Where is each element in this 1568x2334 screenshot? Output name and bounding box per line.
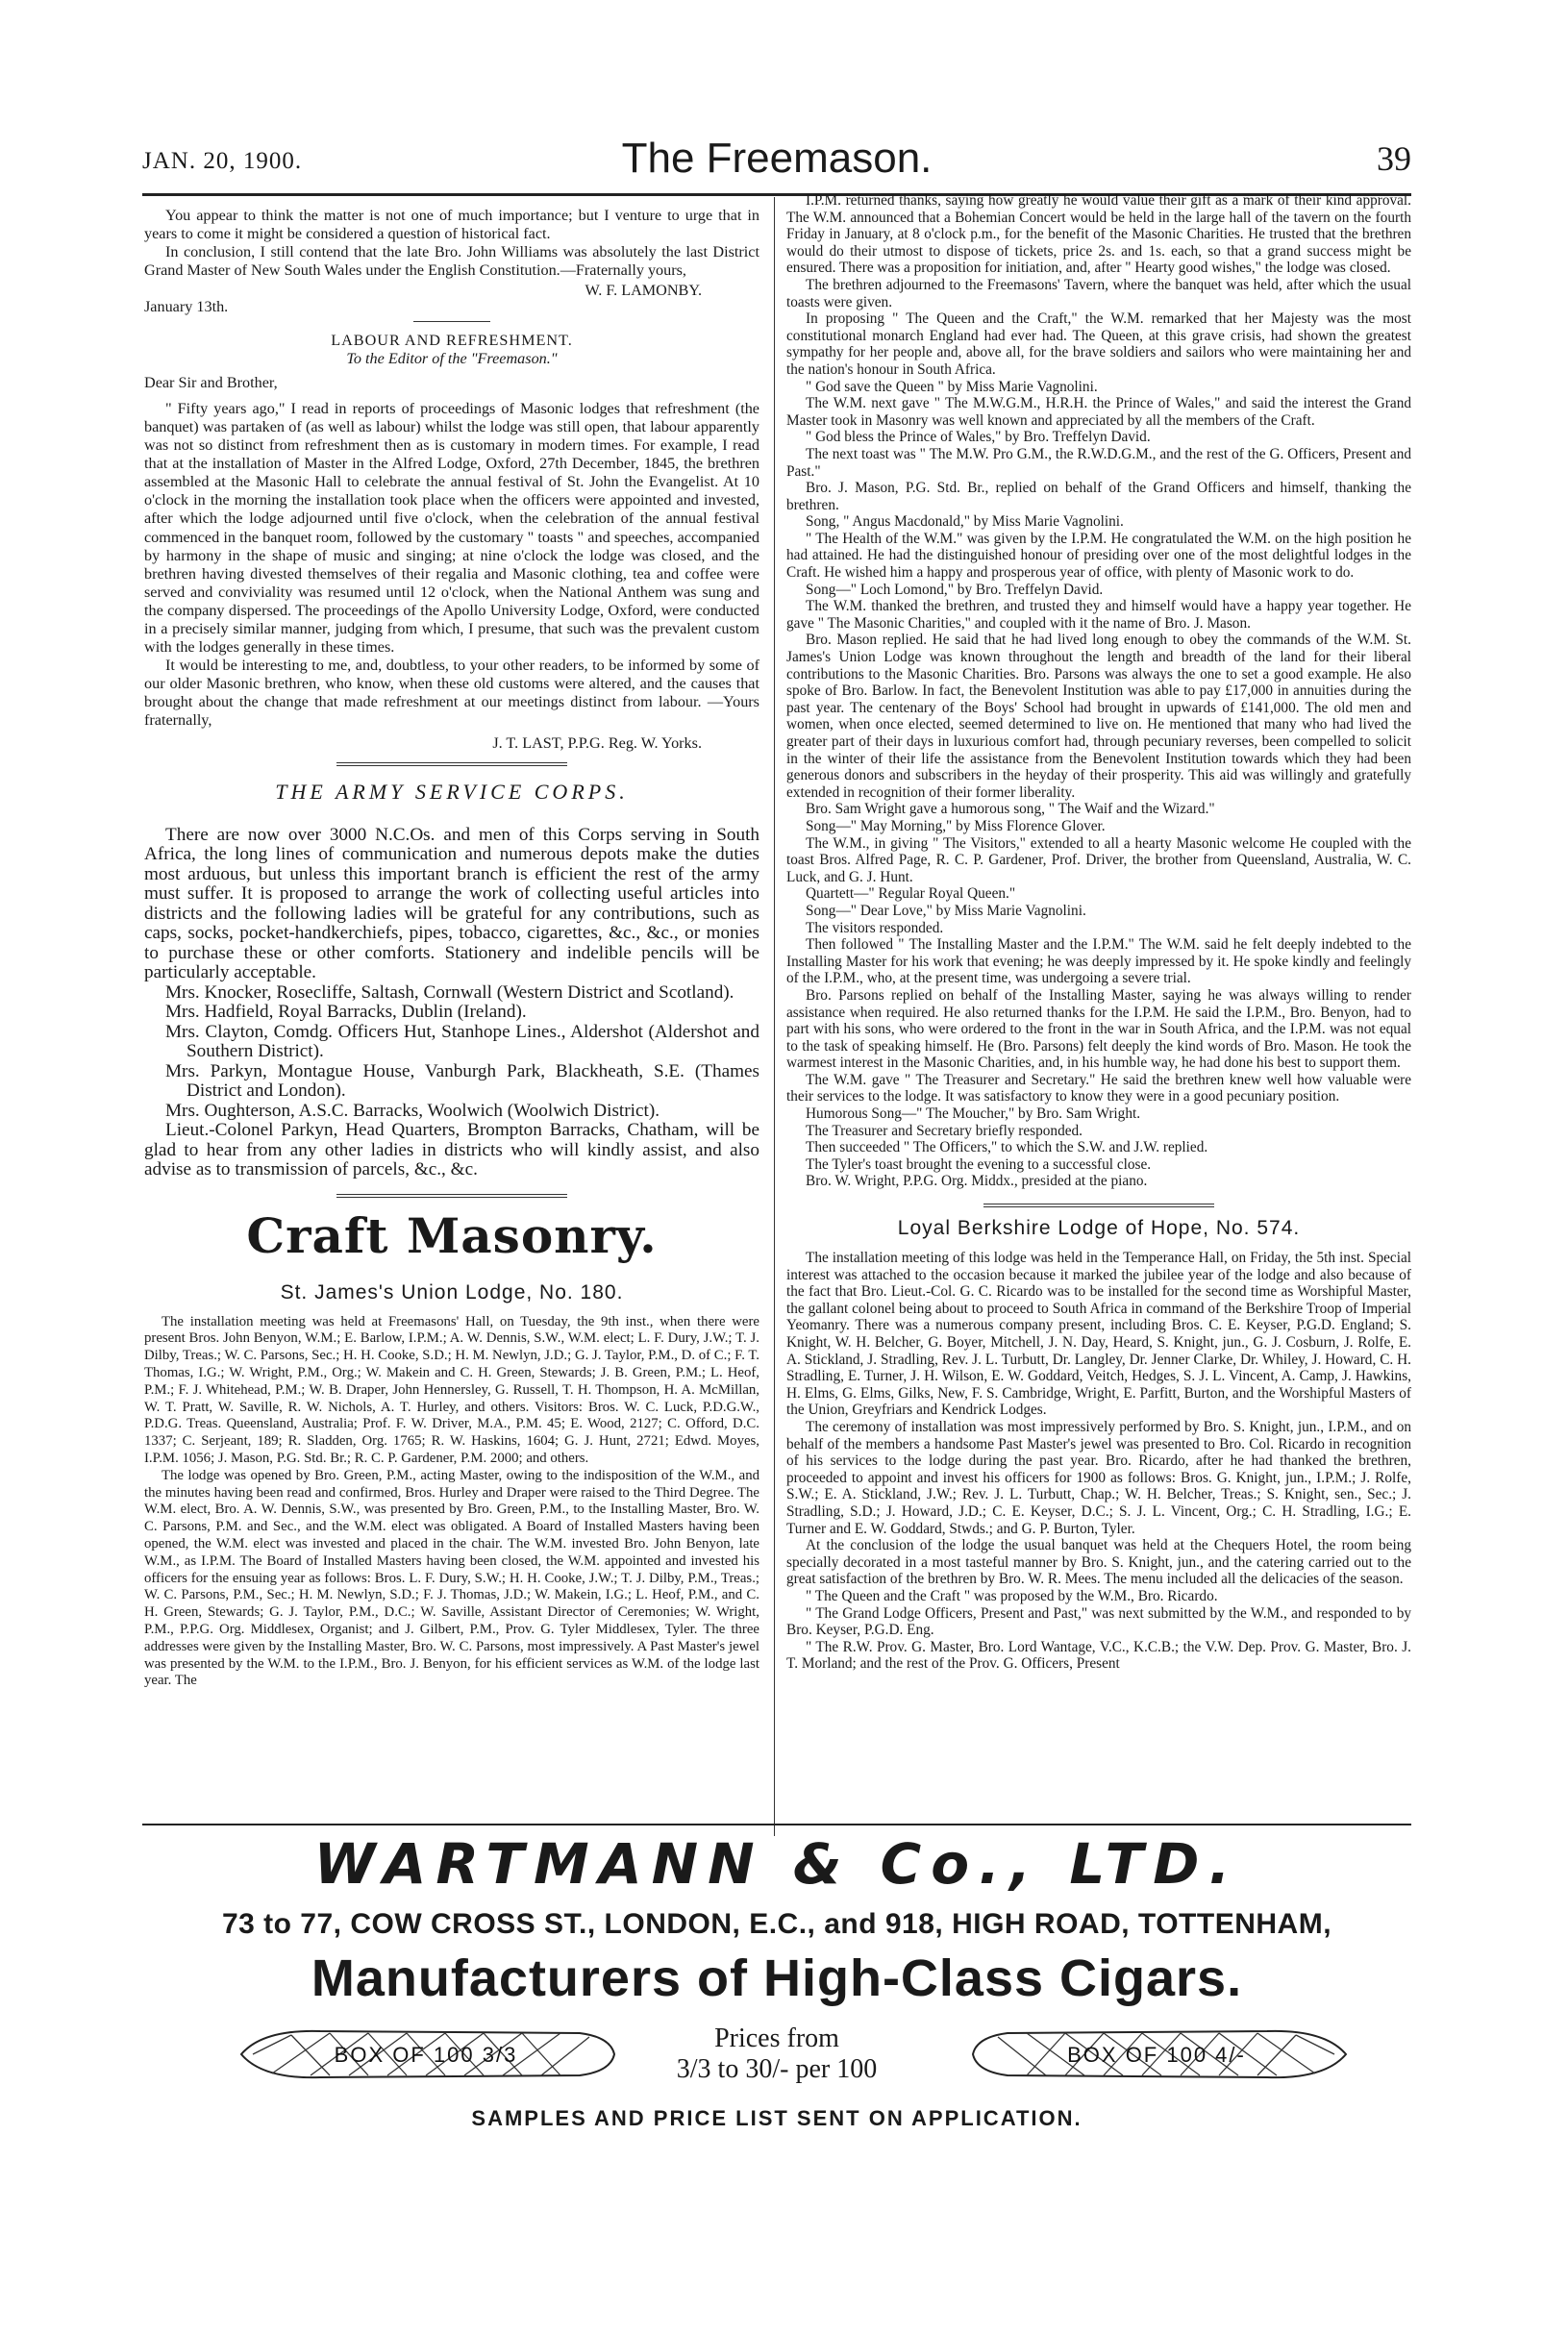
report-para: The next toast was " The M.W. Pro G.M., the R.W.D.G.M., and the rest of the G. Officers, Present and Past.": [786, 445, 1411, 480]
page-number: 39: [1377, 139, 1411, 178]
report-para: " God bless the Prince of Wales," by Bro. Treffelyn David.: [806, 429, 1151, 446]
advert-address: 73 to 77, COW CROSS ST., LONDON, E.C., and 918, HIGH ROAD, TOTTENHAM,: [221, 1908, 1332, 1940]
st-james-para: The installation meeting was held at Freemasons' Hall, on Tuesday, the 9th inst., when there were present Bros. John Benyon, W.M.; E. Barlow, I.P.M.; A. W. Dennis, S.W., W.M. elect; L. F. Dury, J.W.; T. J. Dilby, Treas.; W. C. Parsons, Sec.; H. H. Cooke, S.D.; H. M. Newlyn, J.D.; G. J. Taylor, P.M., D. of C.; F. T. Thomas, I.G.; W. Wright, P.M., Org.; W. Makein and C. H. Green, Stewards; J. B. Green, P.M.; L. Heof, P.M.; F. J. Whitehead, P.M.; W. B. Draper, John Hennersley, G. Russell, T. H. Thompson, H. A. McMillan, W. T. Pratt, W. Saville, R. W. Nichols, A. T. Hurley, and others. Visitors: Bros. W. C. Luck, P.D.G.W., P.D.G. Treas. Queensland, Australia; Prof. F. W. Driver, M.A., P.M. 45; E. Wood, 2127; C. Offord, D.C. 1337; C. Serjeant, 189; R. Sladden, Org. 1765; R. W. Haskins, 1604; G. J. Hunt, 2721; Edwd. Moyes, I.P.M. 1056; J. Mason, P.G. Std. Br.; R. C. P. Gardener, P.M. 2000; and others.: [144, 1313, 759, 1466]
army-heading: THE ARMY SERVICE CORPS.: [275, 779, 629, 804]
letter-para: In conclusion, I still contend that the late Bro. John Williams was absolutely the last District Grand Master of New South Wales under the English Constitution.—Fraternally yours,: [144, 243, 759, 280]
berkshire-para: " The R.W. Prov. G. Master, Bro. Lord Wantage, V.C., K.C.B.; the V.W. Dep. Prov. G. Master, Bro. J. T. Morland; and the rest of the Prov. G. Officers, Present: [786, 1638, 1411, 1673]
advert-rule: [142, 1824, 1411, 1825]
report-para: Song—" May Morning," by Miss Florence Glover.: [806, 817, 1106, 834]
army-article: [144, 826, 759, 1180]
report-para: Bro. J. Mason, P.G. Std. Br., replied on behalf of the Grand Officers and himself, thanking the brethren.: [786, 480, 1411, 513]
letter-lamonby: [144, 207, 759, 753]
section-rule: [336, 762, 567, 766]
labour-addressee: To the Editor of the "Freemason.": [346, 349, 558, 367]
report-para: " God save the Queen " by Miss Marie Vagnolini.: [806, 378, 1098, 395]
wartmann-advert: [142, 1831, 1411, 2130]
report-para: Humorous Song—" The Moucher," by Bro. Sam Wright.: [806, 1105, 1141, 1123]
advert-samples-note: SAMPLES AND PRICE LIST SENT ON APPLICATION.: [471, 2106, 1083, 2130]
cigar-left-label: BOX OF 100 3/3: [334, 2043, 518, 2067]
cigar-left-icon: [234, 2024, 618, 2085]
berkshire-heading: Loyal Berkshire Lodge of Hope, No. 574.: [897, 1217, 1301, 1240]
st-james-heading: St. James's Union Lodge, No. 180.: [280, 1280, 624, 1304]
berkshire-para: The installation meeting of this lodge was held in the Temperance Hall, on Friday, the 5th inst. Special interest was attached to the occasion because it marked the jubilee year of the lodge and also because of the fact that Bro. Lieut.-Col. G. C. Ricardo was to be installed for the second time as Worshipful Master, the gallant colonel being about to proceed to South Africa in command of the Berkshire Troop of Imperial Yeomanry. There was a numerous company present, including Bros. C. E. Keyser, P.G.D. England; S. Knight, W. H. Belcher, G. Boyer, Mitchell, J. N. Day, Heard, S. Knight, jun., G. J. Cosburn, J. Rolfe, E. A. Stickland, J. Stradling, Rev. J. L. Turbutt, Dr. Langley, Dr. Jenner Clarke, Dr. Whiley, J. Howard, C. H. Stradling, E. Turner, J. H. Wilson, E. W. Goddard, Veitch, Hedges, S. J. L. Vincent, A. Camp, J. Hawkins, H. Elms, G. Elms, Gilks, New, F. S. Cambridge, Wright, E. Parfitt, Burton, and the Worshipful Masters of the Union, Greyfriars and Kendrick Lodges.: [786, 1250, 1411, 1419]
report-para: The brethren adjourned to the Freemasons' Tavern, where the banquet was held, after which the usual toasts were given.: [786, 276, 1411, 310]
prices-line-1: Prices from: [714, 2024, 839, 2053]
report-para: In proposing " The Queen and the Craft," the W.M. remarked that her Majesty was the most constitutional monarch England had ever had. The Queen, at this grave crisis, had shown the greatest sympathy for her people and, above all, for the brave soldiers and sailors who were maintaining her and the nation's honour in South Africa.: [786, 310, 1411, 378]
masthead-title: The Freemason.: [621, 135, 933, 182]
army-intro: There are now over 3000 N.C.Os. and men of this Corps serving in South Africa, the long lines of communication and numerous depots make the duties most arduous, but unless this important branch is efficient the rest of the army must suffer. It is proposed to arrange the work of collecting useful articles into districts and the following ladies will be grateful for any contributions, such as caps, socks, pocket-handkerchiefs, pipes, tobacco, cigarettes, &c., &c., or monies to purchase these or other comforts. Stationery and indelible pencils will be particularly acceptable.: [144, 824, 759, 983]
report-para: The Tyler's toast brought the evening to a successful close.: [806, 1155, 1152, 1173]
army-lady: Mrs. Oughterson, A.S.C. Barracks, Woolwich (Woolwich District).: [165, 1100, 660, 1121]
berkshire-report: [786, 1250, 1411, 1673]
labour-para: It would be interesting to me, and, doubtless, to your other readers, to be informed by some of our older Masonic brethren, who know, when these old customs were altered, and the causes that brought about the change that made refreshment at our meetings distinct from labour. —Yours fraternally,: [144, 657, 759, 730]
st-james-report: [144, 1314, 759, 1691]
report-para: The W.M., in giving " The Visitors," extended to all a hearty Masonic welcome He coupled with the toast Bros. Alfred Page, R. C. P. Gardener, Prof. Driver, the brother from Queensland, Australia, W. C. Luck, and G. J. Hunt.: [786, 834, 1411, 885]
cigar-right-icon: [959, 2024, 1354, 2085]
report-para: Bro. Sam Wright gave a humorous song, " The Waif and the Wizard.": [806, 801, 1215, 818]
labour-salutation: Dear Sir and Brother,: [144, 373, 278, 391]
report-para: Then succeeded " The Officers," to which the S.W. and J.W. replied.: [806, 1139, 1208, 1156]
berkshire-para: " The Grand Lodge Officers, Present and Past," was next submitted by the W.M., and responded to by Bro. Keyser, P.G.D. Eng.: [786, 1604, 1411, 1639]
section-rule: [336, 1194, 567, 1198]
army-lady: Mrs. Parkyn, Montague House, Vanburgh Park, Blackheath, S.E. (Thames District and London).: [165, 1060, 759, 1102]
report-para: Song—" Loch Lomond," by Bro. Treffelyn David.: [806, 581, 1104, 598]
advert-prices: [623, 2024, 931, 2085]
report-para: " The Health of the W.M." was given by the I.P.M. He congratulated the W.M. on the high position he had attained. He had the distinguished honour of presiding over one of the most delightful lodges in the Craft. He wished him a happy and prosperous year of office, with plenty of Masonic work to do.: [786, 530, 1411, 582]
report-para: I.P.M. returned thanks, saying how greatly he would value their gift as a mark of their kind approval. The W.M. announced that a Bohemian Concert would be held in the large hall of the tavern on the fourth Friday in January, at 8 o'clock p.m., for the benefit of the Masonic Charities. He trusted that the brethren would do their utmost to dispose of tickets, price 2s. and 1s. each, so that a grand success might be ensured. There was a proposition for initiation, and, after " Hearty good wishes," the lodge was closed.: [786, 192, 1411, 277]
labour-signature: J. T. LAST, P.P.G. Reg. W. Yorks.: [492, 733, 702, 752]
letter-signature: W. F. LAMONBY.: [585, 282, 702, 300]
report-para: The visitors responded.: [806, 919, 944, 936]
report-para: Then followed " The Installing Master and the I.P.M." The W.M. said he felt deeply indebted to the Installing Master for his work that evening; he was deeply impressed by it. He spoke kindly and feelingly of the I.P.M., who, at the present time, was undergoing a severe trial.: [786, 936, 1411, 987]
army-lady: Mrs. Hadfield, Royal Barracks, Dublin (Ireland).: [165, 1002, 527, 1023]
page-header: [142, 135, 1411, 192]
report-para: Bro. Mason replied. He said that he had lived long enough to obey the commands of the W.M. St. James's Union Lodge was known throughout the length and breadth of the land for their liberal contributions to the Masonic Charities. Bro. Parsons was always the one to set a good example. He also spoke of Bro. Barlow. In fact, the Benevolent Institution was able to pay £17,000 in annuities during the past year. The centenary of the Boys' School had brought in upwards of £141,000. The old men and women, when once elected, seemed determined to live on. He mentioned that many who had lived the greater part of their days in luxurious comfort had, through pecuniary reverses, been compelled to solicit in the winter of their life the assistance from the Benevolent Institution towards which they had been generous donors and subscribers in the heyday of their prosperity. This aid was willingly and gratefully extended in recognition of their former liberality.: [786, 632, 1411, 801]
right-column: [786, 192, 1411, 1673]
berkshire-para: The ceremony of installation was most impressively performed by Bro. S. Knight, jun., I.P.M., and on behalf of the members a handsome Past Master's jewel was presented to Bro. Col. Ricardo in recognition of his services to the lodge during the past year. Bro. Ricardo, after he had thanked the brethren, proceeded to appoint and invest his officers for 1900 as follows: Bros. G. Knight, jun., I.P.M.; J. Rolfe, S.W.; E. A. Stickland, J.W.; Rev. J. L. Turbutt, Chap.; W. H. Belcher, Treas.; S. Knight, sen., Sec.; J. Stradling, S.D.; J. Howard, J.D.; C. E. Keyser, D.C.; S. J. L. Vincent, Org.; C. H. Stradling, I.G.; E. Turner and E. W. Goddard, Stwds.; and G. P. Burton, Tyler.: [786, 1418, 1411, 1537]
berkshire-para: At the conclusion of the lodge the usual banquet was held at the Chequers Hotel, the room being specially decorated in a most tasteful manner by Bro. S. Knight, jun., and the catering carried out to the great satisfaction of the brethren by Bro. W. R. Mees. The menu included all the delicacies of the season.: [786, 1537, 1411, 1588]
letter-date: January 13th.: [144, 298, 229, 316]
army-closing: Lieut.-Colonel Parkyn, Head Quarters, Brompton Barracks, Chatham, will be glad to hear from any other ladies in districts who will kindly assist, and also advise as to transmission of parcels, &c., &c.: [144, 1120, 759, 1180]
advert-tagline: Manufacturers of High-Class Cigars.: [311, 1949, 1243, 2007]
advert-brand: WARTMANN & Co., LTD.: [313, 1831, 1240, 1897]
left-column: [144, 207, 759, 1690]
report-para: Song—" Dear Love," by Miss Marie Vagnolini.: [806, 902, 1086, 919]
cigar-right-label: BOX OF 100 4/-: [1067, 2043, 1246, 2067]
report-para: Bro. W. Wright, P.P.G. Org. Middx., presided at the piano.: [806, 1173, 1148, 1190]
labour-heading: LABOUR AND REFRESHMENT.: [331, 331, 573, 349]
issue-date: JAN. 20, 1900.: [142, 148, 303, 174]
army-lady: Mrs. Clayton, Comdg. Officers Hut, Stanhope Lines., Aldershot (Aldershot and Southern District).: [165, 1021, 759, 1062]
report-para: The Treasurer and Secretary briefly responded.: [806, 1122, 1083, 1139]
report-para: Quartett—" Regular Royal Queen.": [806, 885, 1016, 903]
report-para: Song, " Angus Macdonald," by Miss Marie Vagnolini.: [806, 513, 1124, 531]
letter-para: You appear to think the matter is not one of much importance; but I venture to urge that in years to come it might be considered a question of historical fact.: [144, 207, 759, 243]
st-james-continued: [786, 192, 1411, 1190]
st-james-para: The lodge was opened by Bro. Green, P.M., acting Master, owing to the indisposition of the W.M., and the minutes having been read and confirmed, Bros. Hurley and Draper were raised to the Third Degree. The W.M. elect, Bro. A. W. Dennis, S.W., was presented by Bro. Green, P.M., to the Installing Master, Bro. W. C. Parsons, P.M. and Sec., and the W.M. elect was obligated. A Board of Installed Masters having been opened, the W.M. elect was invested and placed in the chair. The W.M. invested Bro. John Benyon, late W.M., as I.P.M. The Board of Installed Masters having been closed, the W.M. appointed and invested his officers for the ensuing year as follows: Bros. L. F. Dury, S.W.; H. H. Cooke, J.W.; T. J. Dilby, P.M., Treas.; W. C. Parsons, P.M., Sec.; H. M. Newlyn, S.D.; F. J. Thomas, J.D.; W. Makein, I.G.; L. Heof, P.M., and C. H. Green, Stewards; G. J. Taylor, P.M., D.C.; W. Saville, Assistant Director of Ceremonies; W. Wright, P.M., P.P.G. Org. Middlesex, Organist; and J. Gilbert, P.M., Prov. G. Tyler Middlesex, Tyler. The three addresses were given by the Installing Master, Bro. W. C. Parsons, most impressively. A Past Master's jewel was presented by the W.M. to the I.P.M., Bro. J. Benyon, for his efficient services as W.M. of the lodge last year. The: [144, 1467, 759, 1689]
report-para: Bro. Parsons replied on behalf of the Installing Master, saying he was always willing to render assistance when required. He also returned thanks for the I.P.M. He said the I.P.M., Bro. Benyon, had to part with his sons, who were ordered to the front in the war in South Africa, and the I.P.M. was not equal to the task of speaking himself. He (Bro. Parsons) felt deeply the kind words of Bro. Mason. He took the warmest interest in the Masonic Charities, and, in his humble way, he had done his best to support them.: [786, 986, 1411, 1072]
craft-masonry-heading: Craft Masonry.: [246, 1206, 658, 1264]
labour-para: " Fifty years ago," I read in reports of proceedings of Masonic lodges that refreshment (the banquet) was partaken of (as well as labour) whilst the lodge was still open, that labour apparently was not so distinct from refreshment then as is customary in modern times. For example, I read that at the installation of Master in the Alfred Lodge, Oxford, 27th December, 1845, the brethren assembled at the Masonic Hall to celebrate the annual festival of St. John the Evangelist. At 10 o'clock in the morning the installation took place when the officers were appointed and invested, after which the lodge adjourned until five o'clock, when the celebration of the annual festival commenced in the banquet room, followed by the customary " toasts " and speeches, accompanied by harmony in the shape of music and singing; at nine o'clock the lodge was closed, and the brethren having divested themselves of their regalia and Masonic clothing, tea and coffee were served and conviviality was resumed until 12 o'clock, when the National Anthem was sung and the company dispersed. The proceedings of the Apollo University Lodge, Oxford, were conducted in a precisely similar manner, judging from which, I presume, that such was the prevalent custom with the lodges generally in these times.: [144, 399, 759, 657]
report-para: The W.M. thanked the brethren, and trusted they and himself would have a happy year together. He gave " The Masonic Charities," and coupled with it the name of Bro. J. Mason.: [786, 598, 1411, 632]
report-para: The W.M. gave " The Treasurer and Secretary." He said the brethren knew well how valuable were their services to the lodge. It was satisfactory to know they were in a good pecuniary position.: [786, 1071, 1411, 1105]
prices-line-2: 3/3 to 30/- per 100: [676, 2054, 878, 2084]
report-para: The W.M. next gave " The M.W.G.M., H.R.H. the Prince of Wales," and said the interest the Grand Master took in Masonry was well known and appreciated by all the members of the Craft.: [786, 395, 1411, 429]
divider: [413, 321, 490, 322]
berkshire-para: " The Queen and the Craft " was proposed by the W.M., Bro. Ricardo.: [806, 1587, 1218, 1604]
section-rule: [983, 1204, 1214, 1207]
army-lady: Mrs. Knocker, Rosecliffe, Saltash, Cornwall (Western District and Scotland).: [165, 981, 734, 1003]
column-divider: [774, 197, 775, 1836]
